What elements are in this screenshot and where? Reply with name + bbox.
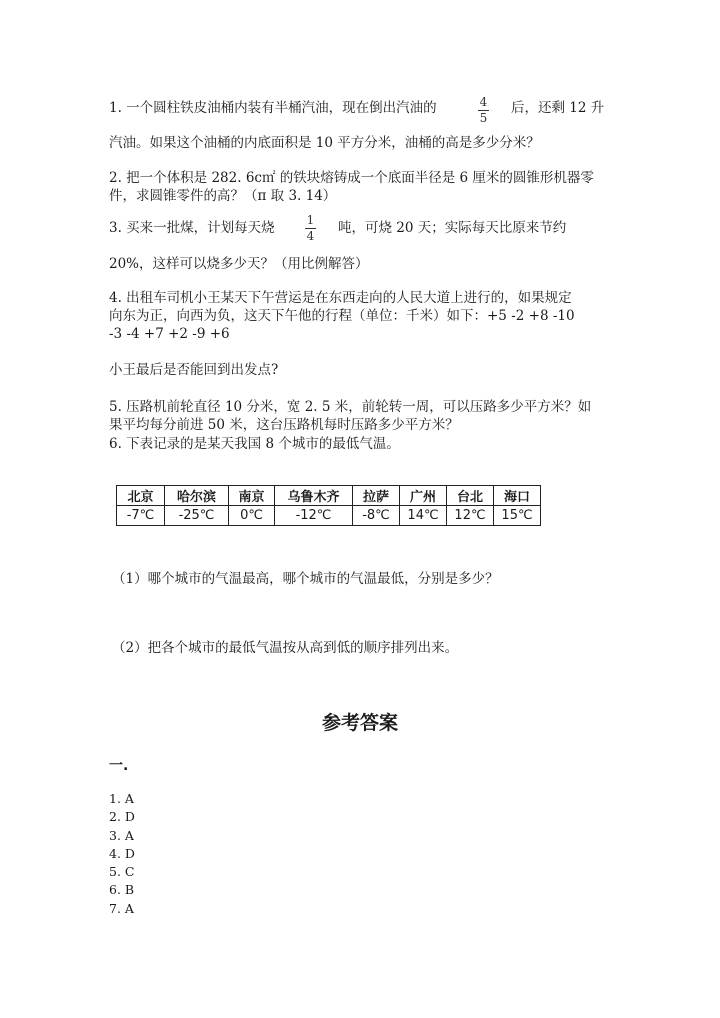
table-cell-temp: -8℃ bbox=[353, 506, 400, 526]
table-cell-temp: 14℃ bbox=[400, 506, 447, 526]
problem-4-line-2: 向东为正，向西为负，这天下午他的行程（单位：千米）如下：+5 -2 +8 -10 bbox=[109, 308, 575, 324]
problem-2-line-1: 2. 把一个体积是 282. 6c㎡ 的铁块熔铸成一个底面半径是 6 厘米的圆锥形机器零 bbox=[109, 170, 594, 186]
answer-item: 4. D bbox=[109, 845, 135, 861]
answer-item: 6. B bbox=[109, 882, 135, 898]
answer-item: 3. A bbox=[109, 827, 134, 843]
table-cell-city: 乌鲁木齐 bbox=[275, 486, 353, 506]
problem-1-text-cont: 后，还剩 12 升 bbox=[511, 100, 605, 116]
table-row bbox=[117, 506, 541, 526]
problem-4-line-3: -3 -4 +7 +2 -9 +6 bbox=[109, 326, 230, 342]
table-cell-city: 海口 bbox=[494, 486, 541, 506]
answer-item: 7. A bbox=[109, 900, 134, 916]
answer-list bbox=[109, 790, 135, 918]
problem-6-line-1: 6. 下表记录的是某天我国 8 个城市的最低气温。 bbox=[109, 436, 400, 452]
problem-4-line-4: 小王最后是否能回到出发点? bbox=[109, 362, 279, 378]
table-cell-temp: 12℃ bbox=[447, 506, 494, 526]
problem-2-line-2: 件，求圆锥零件的高？（π 取 3. 14） bbox=[109, 188, 337, 204]
table-cell-temp: 0℃ bbox=[229, 506, 275, 526]
problem-6-question-2: （2）把各个城市的最低气温按从高到低的顺序排列出来。 bbox=[112, 640, 459, 656]
table-cell-city: 南京 bbox=[229, 486, 275, 506]
problem-3-fraction bbox=[305, 214, 316, 243]
answer-key-title: 参考答案 bbox=[321, 712, 398, 734]
temperature-table bbox=[116, 485, 541, 526]
problem-3-text-cont: 吨，可烧 20 天；实际每天比原来节约 bbox=[338, 220, 567, 236]
problem-1-fraction bbox=[478, 96, 489, 125]
table-header-row bbox=[117, 486, 541, 506]
answer-section-heading: 一. bbox=[109, 758, 129, 774]
problem-1-text: 1. 一个圆柱铁皮油桶内装有半桶汽油，现在倒出汽油的 bbox=[109, 100, 437, 116]
table-cell-city: 哈尔滨 bbox=[165, 486, 229, 506]
table-cell-temp: 15℃ bbox=[494, 506, 541, 526]
problem-3-text: 3. 买来一批煤，计划每天烧 bbox=[109, 220, 275, 236]
table-cell-city: 拉萨 bbox=[353, 486, 400, 506]
problem-4-line-1: 4. 出租车司机小王某天下午营运是在东西走向的人民大道上进行的，如果规定 bbox=[109, 290, 572, 306]
fraction-numerator: 1 bbox=[306, 213, 315, 227]
table-cell-city: 广州 bbox=[400, 486, 447, 506]
fraction-denominator: 5 bbox=[479, 111, 488, 125]
fraction-numerator: 4 bbox=[479, 95, 488, 109]
answer-item: 1. A bbox=[109, 791, 134, 806]
problem-1-line-2: 汽油。如果这个油桶的内底面积是 10 平方分米，油桶的高是多少分米？ bbox=[109, 135, 540, 151]
problem-6-question-1: （1）哪个城市的气温最高，哪个城市的气温最低，分别是多少？ bbox=[112, 571, 499, 587]
fraction-denominator: 4 bbox=[306, 229, 315, 243]
answer-item: 5. C bbox=[109, 864, 135, 880]
answer-item: 2. D bbox=[109, 809, 135, 825]
table-cell-temp: -12℃ bbox=[275, 506, 353, 526]
table-cell-temp: -7℃ bbox=[117, 506, 165, 526]
problem-3-line-2: 20%，这样可以烧多少天？（用比例解答） bbox=[109, 256, 369, 272]
table-cell-city: 北京 bbox=[117, 486, 165, 506]
table-cell-city: 台北 bbox=[447, 486, 494, 506]
problem-5-line-1: 5. 压路机前轮直径 10 分米，宽 2. 5 米，前轮转一周，可以压路多少平方米？如 bbox=[109, 399, 592, 415]
table-cell-temp: -25℃ bbox=[165, 506, 229, 526]
problem-5-line-2: 果平均每分前进 50 米，这台压路机每时压路多少平方米？ bbox=[109, 417, 459, 433]
